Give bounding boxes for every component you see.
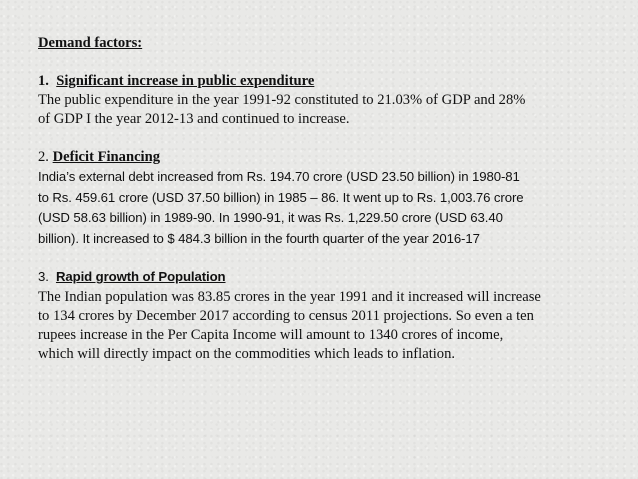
section-2-heading (38, 148, 608, 167)
section-1-heading (38, 72, 608, 91)
section-2-line: billion). It increased to $ 484.3 billion in the fourth quarter of the year 2016-17 (38, 230, 480, 246)
section-2-title: Deficit Financing (52, 149, 161, 165)
section-2-line: (USD 58.63 billion) in 1989-90. In 1990-91, it was Rs. 1,229.50 crore (USD 63.40 (38, 210, 503, 225)
slide-content (38, 34, 608, 364)
section-3-line: to 134 crores by December 2017 according to census 2011 projections. So even a ten (38, 307, 534, 324)
section-1-title: Significant increase in public expenditure (56, 73, 315, 89)
section-3-line: The Indian population was 83.85 crores in the year 1991 and it increased will increase (38, 288, 541, 305)
section-2-line: India’s external debt increased from Rs. 194.70 crore (USD 23.50 billion) in 1980-81 (38, 169, 520, 184)
section-3-heading (38, 267, 608, 288)
section-3-line: rupees increase in the Per Capita Income will amount to 1340 crores of income, (38, 326, 504, 343)
section-1-line: The public expenditure in the year 1991-92 constituted to 21.03% of GDP and 28% (38, 92, 526, 108)
heading: Demand factors: (38, 35, 143, 51)
section-3-line: which will directly impact on the commodities which leads to inflation. (38, 345, 456, 362)
section-3-number: 3. (38, 269, 49, 284)
section-3-title: Rapid growth of Population (55, 269, 226, 284)
section-1-line: of GDP I the year 2012-13 and continued to increase. (38, 111, 350, 127)
section-2-line: to Rs. 459.61 crore (USD 37.50 billion) in 1985 – 86. It went up to Rs. 1,003.76 crore (38, 189, 524, 205)
section-1-number: 1. (38, 73, 49, 89)
section-2-number: 2. (38, 149, 49, 165)
